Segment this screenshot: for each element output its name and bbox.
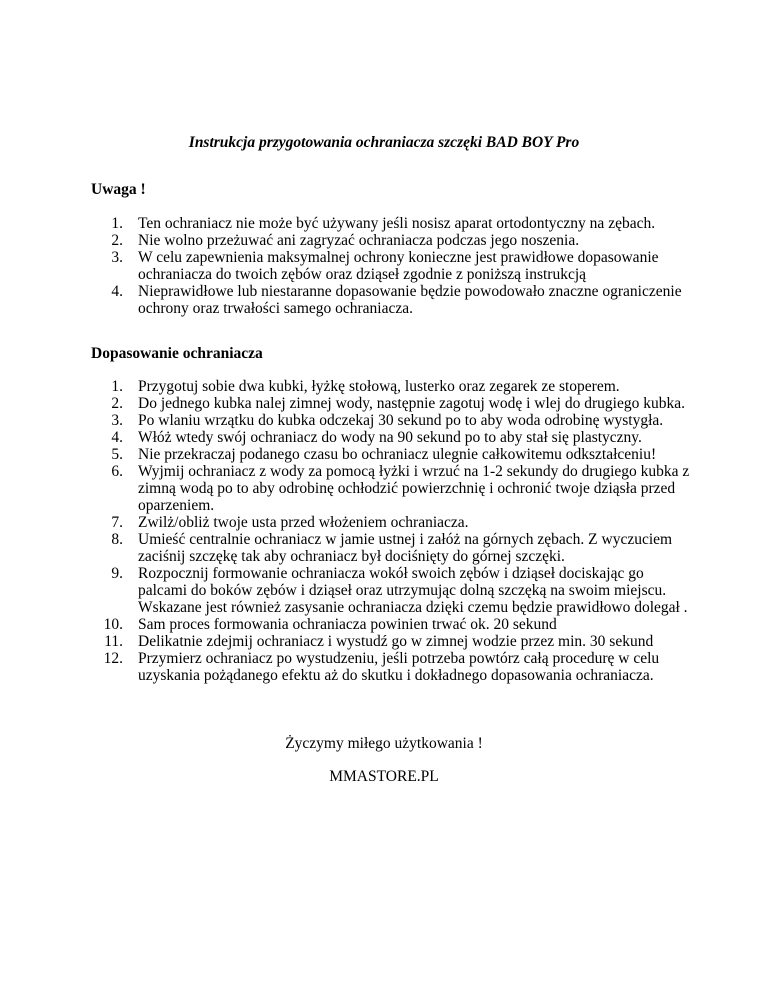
list-number: 3. — [111, 249, 123, 266]
list-item — [91, 232, 691, 249]
list-number: 3. — [111, 412, 123, 429]
list-item — [91, 514, 691, 531]
list-item — [91, 650, 691, 684]
list-number: 1. — [111, 378, 123, 395]
list-item-text: Nie wolno przeżuwać ani zagryzać ochraniacza podczas jego noszenia. — [138, 232, 580, 249]
list-item-text: Włóż wtedy swój ochraniacz do wody na 90 sekund po to aby stał się plastyczny. — [138, 429, 642, 446]
list-number: 2. — [111, 232, 123, 249]
list-number: 5. — [111, 446, 123, 463]
document-title: Instrukcja przygotowania ochraniacza szczęki BAD BOY Pro — [188, 134, 580, 151]
list-item-text: Sam proces formowania ochraniacza powinien trwać ok. 20 sekund — [138, 616, 557, 633]
list-number: 6. — [111, 463, 123, 480]
list-item — [91, 633, 691, 650]
list-item — [91, 283, 691, 317]
list-number: 9. — [111, 565, 123, 582]
list-item — [91, 616, 691, 633]
list-number: 1. — [111, 215, 123, 232]
list-item-text: Ten ochraniacz nie może być używany jeśli nosisz aparat ortodontyczny na zębach. — [138, 215, 656, 232]
list-number: 12. — [103, 650, 123, 667]
list-number: 4. — [111, 429, 123, 446]
list-item-text: Zwilż/obliż twoje usta przed włożeniem ochraniacza. — [138, 514, 469, 531]
closing-wish: Życzymy miłego użytkowania ! — [285, 735, 483, 752]
list-number: 10. — [103, 616, 123, 633]
list-item — [91, 446, 691, 463]
list-item — [91, 429, 691, 446]
list-item — [91, 463, 691, 514]
list-item-text: Rozpocznij formowanie ochraniacza wokół swoich zębów i dziąseł dociskając go palcami do boków zębów i dziąseł oraz utrzymując dolną szczęką na swoim miejscu. Wskazane jest również zasysanie ochraniacza dzięki czemu będzie prawidłowo dolegał . — [138, 565, 688, 616]
list-item-text: Nie przekraczaj podanego czasu bo ochraniacz ulegnie całkowitemu odkształceniu! — [138, 446, 657, 463]
list-item — [91, 395, 691, 412]
section-heading-warning: Uwaga ! — [91, 181, 146, 198]
list-item-text: Nieprawidłowe lub niestaranne dopasowanie będzie powodowało znaczne ograniczenie ochrony oraz trwałości samego ochraniacza. — [138, 283, 682, 317]
list-item-text: W celu zapewnienia maksymalnej ochrony konieczne jest prawidłowe dopasowanie ochraniacza do twoich zębów oraz dziąseł zgodnie z poniższą instrukcją — [138, 249, 659, 283]
list-number: 2. — [111, 395, 123, 412]
list-item — [91, 215, 691, 232]
store-signature: MMASTORE.PL — [329, 768, 439, 785]
list-item-text: Po wlaniu wrzątku do kubka odczekaj 30 sekund po to aby woda odrobinę wystygła. — [138, 412, 664, 429]
list-item — [91, 531, 691, 565]
list-item-text: Delikatnie zdejmij ochraniacz i wystudź go w zimnej wodzie przez min. 30 sekund — [138, 633, 654, 650]
list-item — [91, 378, 691, 395]
list-item — [91, 249, 691, 283]
list-number: 4. — [111, 283, 123, 300]
list-number: 11. — [104, 633, 123, 650]
list-number: 7. — [111, 514, 123, 531]
section-heading-fitting: Dopasowanie ochraniacza — [91, 345, 263, 362]
list-number: 8. — [111, 531, 123, 548]
list-item-text: Przymierz ochraniacz po wystudzeniu, jeśli potrzeba powtórz całą procedurę w celu uzyskania pożądanego efektu aż do skutku i dokładnego dopasowania ochraniacza. — [138, 650, 660, 684]
list-item-text: Do jednego kubka nalej zimnej wody, następnie zagotuj wodę i wlej do drugiego kubka. — [138, 395, 685, 412]
list-item-text: Przygotuj sobie dwa kubki, łyżkę stołową, lusterko oraz zegarek ze stoperem. — [138, 378, 620, 395]
warning-list — [91, 215, 691, 317]
fitting-steps-list — [91, 378, 691, 684]
list-item — [91, 565, 691, 616]
list-item-text: Umieść centralnie ochraniacz w jamie ustnej i załóż na górnych zębach. Z wyczuciem zaciśnij szczękę tak aby ochraniacz był dociśnięty do górnej szczęki. — [138, 531, 673, 565]
list-item-text: Wyjmij ochraniacz z wody za pomocą łyżki i wrzuć na 1-2 sekundy do drugiego kubka z zimną wodą po to aby odrobinę ochłodzić powierzchnię i ochronić twoje dziąsła przed oparzeniem. — [138, 463, 690, 514]
list-item — [91, 412, 691, 429]
